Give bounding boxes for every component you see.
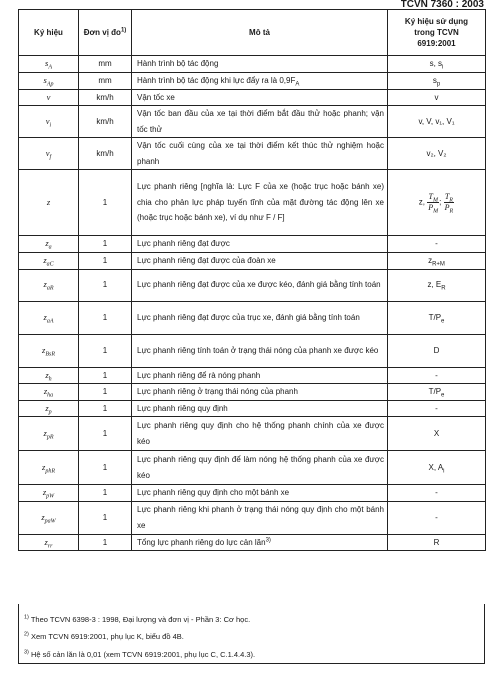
- tcvn-symbol-text: X: [433, 428, 440, 438]
- tcvn-symbol-text: v, V, v₁, V₁: [418, 116, 455, 126]
- symbol-text: z: [43, 255, 47, 265]
- description-cell: [132, 236, 388, 253]
- symbol-text: v: [46, 91, 51, 102]
- symbol-cell: [19, 367, 79, 384]
- table-row: [19, 451, 486, 485]
- symbol-subscript: a: [48, 244, 52, 251]
- fraction-denominator-text: P: [444, 203, 450, 212]
- description-cell: [132, 253, 388, 270]
- description-text: Lực phanh riêng khi phanh ở trạng thái nóng quy định cho một bánh xe: [137, 505, 384, 530]
- footnote-3-mark: 3): [24, 649, 29, 656]
- description-cell: [132, 89, 388, 106]
- tcvn-symbol-cell: [388, 106, 486, 138]
- unit-cell: [79, 501, 132, 534]
- symbol-subscript: aR: [46, 285, 54, 292]
- description-text: Lực phanh riêng quy định cho hệ thống phanh chính của xe được kéo: [137, 421, 384, 446]
- unit-text: km/h: [96, 148, 114, 158]
- symbol-subscript: A: [48, 64, 52, 71]
- tcvn-symbol-text: -: [435, 370, 438, 380]
- symbol-cell: [19, 269, 79, 301]
- symbol-subscript: ha: [47, 392, 54, 399]
- table-row: [19, 106, 486, 138]
- description-text: Lực phanh riêng đạt được của đoàn xe: [137, 256, 276, 265]
- table-row: [19, 384, 486, 401]
- unit-text: 1: [102, 537, 108, 547]
- tcvn-symbol-cell: [388, 56, 486, 73]
- fraction-denominator-text: P: [428, 203, 434, 212]
- symbol-subscript: paW: [44, 518, 56, 525]
- tcvn-symbol-cell: [388, 89, 486, 106]
- symbol-subscript: rr: [47, 543, 53, 550]
- tcvn-symbol-text: -: [435, 488, 438, 497]
- description-cell: [132, 451, 388, 485]
- fraction-numerator-text: T: [428, 192, 433, 201]
- tcvn-symbol-text: s, s: [429, 59, 443, 68]
- tcvn-symbol-text: X, A: [428, 462, 444, 472]
- tcvn-symbol-subscript: e: [441, 318, 445, 325]
- symbol-cell: [19, 56, 79, 73]
- symbol-cell: [19, 334, 79, 367]
- symbol-text: z: [42, 487, 47, 497]
- symbol-subscript: aC: [46, 261, 54, 268]
- symbol-cell: [19, 451, 79, 485]
- symbol-text: s: [45, 58, 49, 68]
- symbol-cell: [19, 89, 79, 106]
- symbol-text: z: [43, 386, 48, 396]
- unit-text: 1: [102, 428, 108, 438]
- unit-cell: [79, 269, 132, 301]
- table-row: [19, 334, 486, 367]
- description-text: Lực phanh riêng quy định cho một bánh xe: [137, 488, 290, 497]
- table-row: [19, 253, 486, 270]
- description-cell: [132, 56, 388, 73]
- fraction-separator: ;: [439, 197, 442, 207]
- table-row: [19, 301, 486, 334]
- description-text: Lực phanh riêng đạt được của xe được kéo, đánh giá bằng tính toán: [137, 280, 381, 290]
- symbol-subscript: pW: [46, 493, 55, 500]
- description-text: Lực phanh riêng [nghĩa là: Lực F của xe (hoặc trục hoặc bánh xe) chia cho phản lực pháp tuyến tĩnh của mặt đường tác động lên xe (hoặc trục hoặc bánh xe), ví dụ như F / F]: [137, 182, 384, 223]
- unit-text: km/h: [96, 92, 114, 102]
- tcvn-symbol-subscript: i: [442, 64, 444, 71]
- description-footnote-ref: 3): [265, 536, 271, 543]
- unit-cell: [79, 170, 132, 236]
- symbol-subscript: p: [48, 409, 52, 416]
- tcvn-symbol-cell: [388, 384, 486, 401]
- description-cell: [132, 72, 388, 89]
- symbol-text: v: [45, 115, 50, 126]
- header-unit: [79, 10, 132, 56]
- fraction-numerator-subscript: M: [432, 197, 438, 204]
- symbol-text: z: [45, 369, 49, 380]
- unit-text: 1: [102, 312, 108, 322]
- symbol-cell: [19, 501, 79, 534]
- tcvn-symbol-text: v: [434, 92, 439, 102]
- table-row: [19, 138, 486, 170]
- symbol-subscript: Ap: [46, 81, 54, 88]
- unit-cell: [79, 72, 132, 89]
- description-text: Lực phanh riêng để rà nóng phanh: [137, 370, 261, 380]
- unit-text: 1: [102, 512, 108, 522]
- description-cell: [132, 485, 388, 502]
- tcvn-symbol-text: D: [433, 345, 440, 355]
- tcvn-symbol-cell: [388, 269, 486, 301]
- table-row: [19, 236, 486, 253]
- unit-cell: [79, 138, 132, 170]
- description-cell: [132, 170, 388, 236]
- description-text: Lực phanh riêng đạt được: [137, 239, 230, 249]
- table-row: [19, 417, 486, 451]
- header-unit-note: 1): [120, 27, 127, 34]
- tcvn-symbol-text: T/P: [428, 387, 442, 396]
- fraction-1: [427, 192, 442, 215]
- table-row: [19, 400, 486, 417]
- tcvn-symbol-text: R: [433, 537, 440, 547]
- tcvn-symbol-cell: [388, 501, 486, 534]
- unit-cell: [79, 400, 132, 417]
- symbol-text: s: [43, 74, 47, 85]
- tcvn-symbol-subscript: e: [441, 392, 445, 399]
- tcvn-symbol-text: z,: [418, 197, 426, 207]
- description-text: Vận tốc xe: [137, 92, 175, 102]
- description-cell: [132, 417, 388, 451]
- symbol-subscript: i: [49, 122, 52, 129]
- unit-text: 1: [102, 345, 108, 355]
- footnote-3: [24, 650, 255, 659]
- header-description: Mô tả: [132, 10, 388, 56]
- tcvn-symbol-subscript: R: [441, 285, 446, 292]
- header-tcvn-line3: 6919:2001: [417, 39, 456, 48]
- footnote-1: [24, 615, 250, 624]
- description-text: Lực phanh riêng đạt được của trục xe, đánh giá bằng tính toán: [137, 312, 360, 322]
- symbol-text: z: [42, 461, 46, 472]
- symbol-subscript: BsR: [45, 351, 55, 358]
- footnote-1-text: Theo TCVN 6398-3 : 1998, Đại lượng và đơn vị - Phần 3: Cơ học.: [30, 615, 251, 624]
- description-cell: [132, 501, 388, 534]
- table-row: [19, 501, 486, 534]
- running-header: TCVN 7360 : 2003: [400, 0, 484, 9]
- symbol-text: v: [45, 147, 50, 158]
- symbol-subscript: f: [49, 154, 52, 161]
- table-header-row: [19, 10, 486, 56]
- symbol-text: z: [43, 427, 47, 438]
- unit-cell: [79, 56, 132, 73]
- symbol-text: z: [42, 344, 46, 355]
- symbol-text: z: [44, 536, 48, 547]
- fraction-numerator-text: T: [444, 192, 450, 201]
- unit-cell: [79, 367, 132, 384]
- tcvn-symbol-cell: [388, 367, 486, 384]
- description-cell: [132, 400, 388, 417]
- footnote-1-mark: 1): [24, 614, 29, 621]
- tcvn-symbol-cell: [388, 72, 486, 89]
- description-cell: [132, 269, 388, 301]
- tcvn-symbol-text: T/P: [428, 312, 442, 322]
- unit-cell: [79, 417, 132, 451]
- description-subscript: A: [295, 81, 300, 88]
- tcvn-symbol-cell: [388, 236, 486, 253]
- fraction-denominator: [444, 203, 455, 213]
- symbol-text: z: [43, 279, 47, 290]
- unit-cell: [79, 451, 132, 485]
- symbol-cell: [19, 106, 79, 138]
- description-cell: [132, 384, 388, 401]
- unit-cell: [79, 236, 132, 253]
- symbol-cell: [19, 400, 79, 417]
- unit-text: 1: [102, 488, 108, 497]
- tcvn-symbol-cell: [388, 334, 486, 367]
- footnote-2-mark: 2): [24, 631, 29, 638]
- symbol-subscript: phR: [45, 468, 55, 475]
- unit-cell: [79, 334, 132, 367]
- fraction-numerator-subscript: R: [449, 197, 453, 204]
- unit-text: 1: [102, 280, 108, 290]
- unit-cell: [79, 534, 132, 551]
- table-row: [19, 269, 486, 301]
- symbol-text: z: [43, 311, 47, 322]
- unit-text: 1: [102, 387, 108, 396]
- unit-text: 1: [102, 256, 108, 265]
- unit-text: 1: [102, 462, 108, 472]
- symbol-text: z: [46, 196, 51, 207]
- unit-text: 1: [102, 370, 108, 380]
- tcvn-symbol-cell: [388, 301, 486, 334]
- footnote-3-text: Hệ số cản lăn là 0,01 (xem TCVN 6919:2001, phụ lục C, C.1.4.4.3).: [30, 650, 256, 659]
- tcvn-symbol-subscript: R+M: [432, 261, 445, 268]
- tcvn-symbol-cell: [388, 400, 486, 417]
- tcvn-symbol-subscript: p: [436, 81, 441, 88]
- symbol-cell: [19, 253, 79, 270]
- unit-text: mm: [98, 59, 112, 68]
- description-text: Lực phanh riêng quy định: [137, 403, 228, 413]
- symbol-cell: [19, 534, 79, 551]
- unit-text: mm: [98, 75, 112, 85]
- table-row: [19, 56, 486, 73]
- unit-text: 1: [102, 197, 108, 207]
- description-text: Tổng lực phanh riêng do lực cản lăn: [137, 537, 266, 547]
- unit-cell: [79, 384, 132, 401]
- tcvn-symbol-text: -: [435, 239, 438, 249]
- symbol-cell: [19, 384, 79, 401]
- table-row: [19, 72, 486, 89]
- table-row: [19, 367, 486, 384]
- symbol-cell: [19, 236, 79, 253]
- header-symbol: Ký hiệu: [19, 10, 79, 56]
- description-text: Hành trình bộ tác động khi lực đẩy ra là 0,9F: [137, 75, 296, 85]
- unit-cell: [79, 89, 132, 106]
- symbol-cell: [19, 170, 79, 236]
- fraction-numerator: [427, 192, 439, 203]
- tcvn-symbol-cell: [388, 170, 486, 236]
- description-cell: [132, 138, 388, 170]
- tcvn-symbol-cell: [388, 253, 486, 270]
- table-row: [19, 170, 486, 236]
- tcvn-symbol-cell: [388, 534, 486, 551]
- unit-text: km/h: [96, 116, 114, 126]
- unit-text: 1: [102, 403, 108, 413]
- description-cell: [132, 334, 388, 367]
- footnote-2-text: Xem TCVN 6919:2001, phụ lục K, biểu đồ 4B.: [30, 632, 184, 641]
- tcvn-symbol-text: -: [435, 403, 438, 413]
- tcvn-symbol-subscript: i: [443, 468, 445, 475]
- description-text: Lực phanh riêng ở trạng thái nóng của phanh: [137, 387, 298, 396]
- symbol-text: z: [45, 238, 49, 249]
- description-cell: [132, 534, 388, 551]
- fraction-denominator: [427, 203, 439, 213]
- symbol-cell: [19, 138, 79, 170]
- symbol-subscript: pR: [46, 434, 54, 441]
- unit-cell: [79, 485, 132, 502]
- unit-cell: [79, 253, 132, 270]
- header-tcvn-line2: trong TCVN: [414, 28, 459, 37]
- description-text: Vận tốc ban đầu của xe tại thời điểm bắt đầu thử hoặc phanh; vận tốc thử: [137, 109, 384, 134]
- fraction-2: [444, 192, 455, 213]
- symbol-cell: [19, 417, 79, 451]
- tcvn-symbol-cell: [388, 417, 486, 451]
- tcvn-symbol-text: s: [432, 75, 437, 85]
- tcvn-symbol-text: -: [435, 512, 438, 522]
- tcvn-symbol-text: z: [428, 256, 433, 265]
- table-row: [19, 89, 486, 106]
- description-text: Lực phanh riêng tính toán ở trạng thái nóng của phanh xe được kéo: [137, 345, 379, 355]
- table-row: [19, 485, 486, 502]
- fraction-denominator-subscript: M: [433, 208, 439, 215]
- tcvn-symbol-cell: [388, 138, 486, 170]
- fraction-numerator: [444, 192, 455, 203]
- symbol-subscript: h: [48, 376, 52, 383]
- symbol-subscript: aA: [46, 318, 54, 325]
- symbol-cell: [19, 301, 79, 334]
- unit-cell: [79, 106, 132, 138]
- tcvn-symbol-text: v₂, V₂: [426, 148, 447, 158]
- header-tcvn-symbol: [388, 10, 486, 56]
- description-text: Vận tốc cuối cùng của xe tại thời điểm kết thúc thử nghiệm hoặc phanh: [137, 141, 384, 166]
- header-tcvn-line1: Ký hiệu sử dụng: [404, 17, 469, 26]
- footnote-2: [24, 632, 184, 641]
- tcvn-symbol-text: z, E: [427, 280, 442, 290]
- unit-text: 1: [102, 239, 108, 249]
- description-cell: [132, 106, 388, 138]
- symbol-cell: [19, 485, 79, 502]
- description-cell: [132, 301, 388, 334]
- description-cell: [132, 367, 388, 384]
- symbol-cell: [19, 72, 79, 89]
- description-text: Hành trình bộ tác động: [137, 59, 219, 68]
- symbols-table: [18, 9, 486, 551]
- header-unit-label: Đơn vị đo: [83, 28, 121, 37]
- symbol-text: z: [45, 402, 49, 413]
- tcvn-symbol-cell: [388, 485, 486, 502]
- symbol-text: z: [41, 511, 45, 522]
- fraction-denominator-subscript: R: [449, 208, 454, 215]
- description-text: Lực phanh riêng quy định để làm nóng hệ thống phanh của xe được kéo: [137, 455, 384, 480]
- tcvn-symbol-cell: [388, 451, 486, 485]
- table-row: [19, 534, 486, 551]
- unit-cell: [79, 301, 132, 334]
